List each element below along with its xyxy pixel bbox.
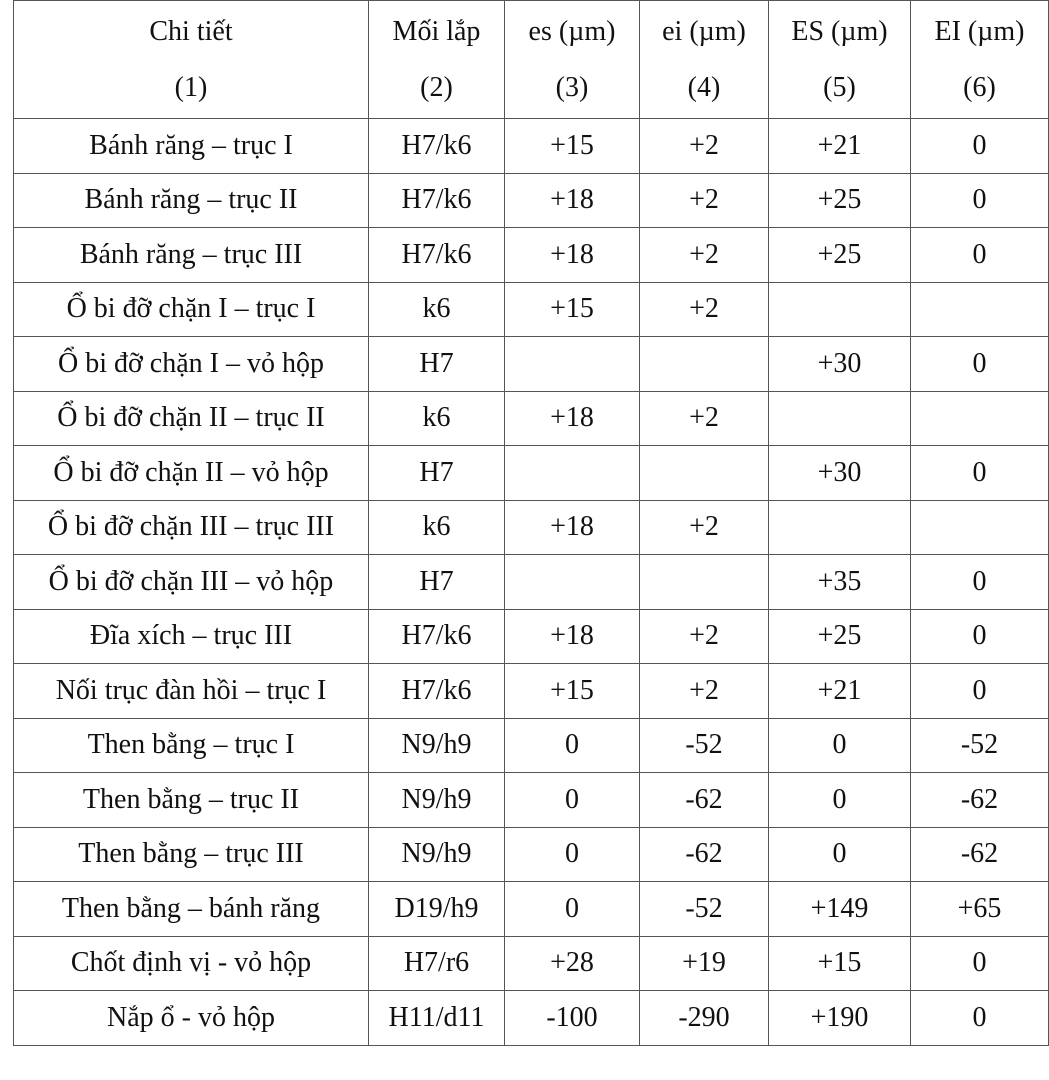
cell-ES: +21 bbox=[769, 664, 911, 719]
cell-EI: 0 bbox=[911, 119, 1049, 174]
cell-moi-lap: H7/k6 bbox=[369, 609, 505, 664]
cell-chi-tiet: Ổ bi đỡ chặn III – trục III bbox=[14, 500, 369, 555]
cell-ES: +21 bbox=[769, 119, 911, 174]
cell-es: 0 bbox=[505, 773, 640, 828]
cell-moi-lap: k6 bbox=[369, 500, 505, 555]
cell-ES: 0 bbox=[769, 718, 911, 773]
cell-ei: -52 bbox=[640, 718, 769, 773]
cell-EI: -62 bbox=[911, 827, 1049, 882]
header-es: es (µm) (3) bbox=[505, 1, 640, 119]
cell-EI bbox=[911, 391, 1049, 446]
cell-es: 0 bbox=[505, 882, 640, 937]
cell-chi-tiet: Then bằng – trục I bbox=[14, 718, 369, 773]
cell-EI: +65 bbox=[911, 882, 1049, 937]
cell-es: -100 bbox=[505, 991, 640, 1046]
cell-chi-tiet: Bánh răng – trục I bbox=[14, 119, 369, 174]
cell-moi-lap: H7/k6 bbox=[369, 173, 505, 228]
cell-es: +18 bbox=[505, 500, 640, 555]
cell-es bbox=[505, 337, 640, 392]
cell-EI bbox=[911, 500, 1049, 555]
cell-es: +15 bbox=[505, 119, 640, 174]
cell-ei: +19 bbox=[640, 936, 769, 991]
table-header bbox=[14, 1, 1049, 119]
cell-chi-tiet: Ổ bi đỡ chặn I – vỏ hộp bbox=[14, 337, 369, 392]
cell-EI: 0 bbox=[911, 991, 1049, 1046]
table-row bbox=[14, 119, 1049, 174]
table-row bbox=[14, 664, 1049, 719]
cell-ei: -62 bbox=[640, 827, 769, 882]
cell-ES: +30 bbox=[769, 446, 911, 501]
cell-ES: 0 bbox=[769, 827, 911, 882]
cell-ES: 0 bbox=[769, 773, 911, 828]
table-row bbox=[14, 500, 1049, 555]
cell-chi-tiet: Ổ bi đỡ chặn I – trục I bbox=[14, 282, 369, 337]
cell-chi-tiet: Bánh răng – trục III bbox=[14, 228, 369, 283]
cell-es: 0 bbox=[505, 718, 640, 773]
cell-es: +15 bbox=[505, 664, 640, 719]
cell-es bbox=[505, 555, 640, 610]
table-row bbox=[14, 609, 1049, 664]
cell-chi-tiet: Then bằng – trục II bbox=[14, 773, 369, 828]
cell-es: 0 bbox=[505, 827, 640, 882]
table-row bbox=[14, 173, 1049, 228]
cell-ES: +25 bbox=[769, 173, 911, 228]
cell-chi-tiet: Nối trục đàn hồi – trục I bbox=[14, 664, 369, 719]
cell-chi-tiet: Bánh răng – trục II bbox=[14, 173, 369, 228]
cell-moi-lap: k6 bbox=[369, 282, 505, 337]
cell-moi-lap: H7 bbox=[369, 446, 505, 501]
cell-ei: +2 bbox=[640, 391, 769, 446]
cell-ei: -290 bbox=[640, 991, 769, 1046]
header-chi-tiet: Chi tiết (1) bbox=[14, 1, 369, 119]
cell-moi-lap: H7/k6 bbox=[369, 664, 505, 719]
header-ei: ei (µm) (4) bbox=[640, 1, 769, 119]
cell-es: +18 bbox=[505, 609, 640, 664]
cell-chi-tiet: Đĩa xích – trục III bbox=[14, 609, 369, 664]
cell-es: +28 bbox=[505, 936, 640, 991]
cell-moi-lap: H7/k6 bbox=[369, 119, 505, 174]
cell-EI: 0 bbox=[911, 936, 1049, 991]
cell-es: +18 bbox=[505, 228, 640, 283]
cell-ei bbox=[640, 337, 769, 392]
cell-ei: +2 bbox=[640, 282, 769, 337]
cell-moi-lap: N9/h9 bbox=[369, 827, 505, 882]
cell-ES: +30 bbox=[769, 337, 911, 392]
cell-moi-lap: k6 bbox=[369, 391, 505, 446]
table-row bbox=[14, 936, 1049, 991]
cell-EI bbox=[911, 282, 1049, 337]
table-body bbox=[14, 119, 1049, 1046]
cell-chi-tiet: Ổ bi đỡ chặn III – vỏ hộp bbox=[14, 555, 369, 610]
table-row bbox=[14, 446, 1049, 501]
cell-ei: +2 bbox=[640, 500, 769, 555]
cell-moi-lap: D19/h9 bbox=[369, 882, 505, 937]
cell-es: +18 bbox=[505, 391, 640, 446]
cell-chi-tiet: Ổ bi đỡ chặn II – trục II bbox=[14, 391, 369, 446]
cell-ES: +25 bbox=[769, 609, 911, 664]
cell-ei: +2 bbox=[640, 173, 769, 228]
cell-ei: +2 bbox=[640, 664, 769, 719]
cell-ES: +25 bbox=[769, 228, 911, 283]
table-row bbox=[14, 882, 1049, 937]
cell-moi-lap: H11/d11 bbox=[369, 991, 505, 1046]
cell-chi-tiet: Nắp ổ - vỏ hộp bbox=[14, 991, 369, 1046]
cell-es: +18 bbox=[505, 173, 640, 228]
cell-es bbox=[505, 446, 640, 501]
cell-ei: -62 bbox=[640, 773, 769, 828]
cell-moi-lap: N9/h9 bbox=[369, 773, 505, 828]
cell-ei: +2 bbox=[640, 228, 769, 283]
cell-ES: +35 bbox=[769, 555, 911, 610]
cell-moi-lap: H7/r6 bbox=[369, 936, 505, 991]
table-row bbox=[14, 773, 1049, 828]
header-row bbox=[14, 1, 1049, 119]
table-row bbox=[14, 228, 1049, 283]
cell-moi-lap: H7 bbox=[369, 337, 505, 392]
cell-chi-tiet: Then bằng – trục III bbox=[14, 827, 369, 882]
cell-ES: +15 bbox=[769, 936, 911, 991]
table-row bbox=[14, 555, 1049, 610]
cell-ES bbox=[769, 282, 911, 337]
cell-ei: +2 bbox=[640, 609, 769, 664]
tolerance-table bbox=[13, 0, 1049, 1046]
cell-EI: 0 bbox=[911, 609, 1049, 664]
cell-ES: +149 bbox=[769, 882, 911, 937]
cell-EI: -52 bbox=[911, 718, 1049, 773]
cell-EI: 0 bbox=[911, 555, 1049, 610]
header-moi-lap: Mối lắp (2) bbox=[369, 1, 505, 119]
cell-chi-tiet: Ổ bi đỡ chặn II – vỏ hộp bbox=[14, 446, 369, 501]
cell-moi-lap: N9/h9 bbox=[369, 718, 505, 773]
cell-ei bbox=[640, 446, 769, 501]
cell-chi-tiet: Chốt định vị - vỏ hộp bbox=[14, 936, 369, 991]
cell-moi-lap: H7 bbox=[369, 555, 505, 610]
table-row bbox=[14, 337, 1049, 392]
table-row bbox=[14, 282, 1049, 337]
cell-chi-tiet: Then bằng – bánh răng bbox=[14, 882, 369, 937]
cell-ES bbox=[769, 500, 911, 555]
table-row bbox=[14, 718, 1049, 773]
cell-EI: 0 bbox=[911, 664, 1049, 719]
cell-ei: +2 bbox=[640, 119, 769, 174]
cell-EI: 0 bbox=[911, 228, 1049, 283]
cell-ei: -52 bbox=[640, 882, 769, 937]
cell-ES bbox=[769, 391, 911, 446]
cell-EI: 0 bbox=[911, 173, 1049, 228]
cell-ei bbox=[640, 555, 769, 610]
cell-ES: +190 bbox=[769, 991, 911, 1046]
table-row bbox=[14, 391, 1049, 446]
header-EI: EI (µm) (6) bbox=[911, 1, 1049, 119]
cell-EI: 0 bbox=[911, 337, 1049, 392]
cell-es: +15 bbox=[505, 282, 640, 337]
cell-EI: 0 bbox=[911, 446, 1049, 501]
table-row bbox=[14, 827, 1049, 882]
cell-EI: -62 bbox=[911, 773, 1049, 828]
header-ES: ES (µm) (5) bbox=[769, 1, 911, 119]
cell-moi-lap: H7/k6 bbox=[369, 228, 505, 283]
table-row bbox=[14, 991, 1049, 1046]
